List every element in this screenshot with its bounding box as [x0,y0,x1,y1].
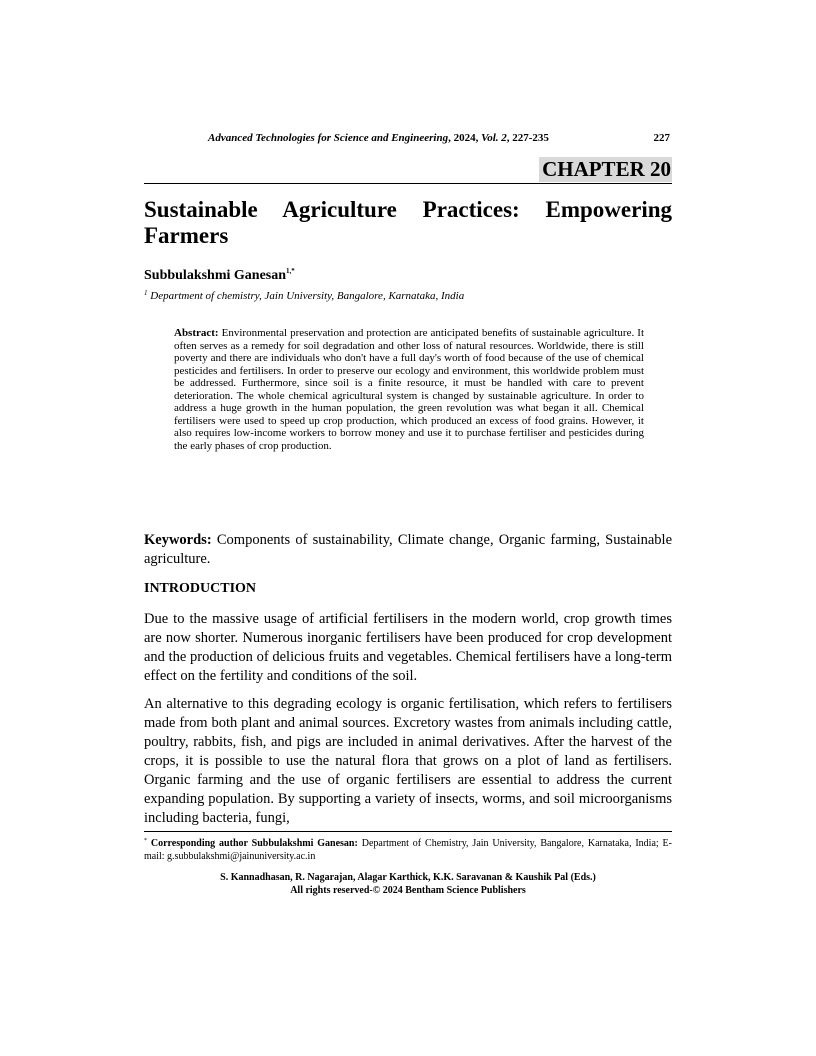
affiliation [144,286,464,304]
affiliation-mark: 1 [144,289,148,297]
author-marks: 1,* [286,267,295,275]
editors-names: S. Kannadhasan, R. Nagarajan, Alagar Karthick, K.K. Saravanan & Kaushik Pal (Eds.) [220,872,596,883]
author-line [144,262,295,285]
abstract-text: Environmental preservation and protection are anticipated benefits of sustainable agriculture. It often serves as a remedy for soil degradation and other loss of natural resources. Worldwide, there is still poverty and there are individuals who don't have a full day's worth of food because of the use of chemical pesticides and fertilisers. In order to preserve our ecology and environment, this worldwide problem must be addressed. Furthermore, since soil is a finite resource, it must be handled with care to prevent deterioration. The whole chemical agricultural system is changed by sustainable agriculture. In order to address a huge growth in the human population, the green revolution was what began it all. Chemical fertilisers were used to speed up crop production, which produced an excess of food grains. However, it also requires low-income workers to borrow money and use it to purchase fertiliser and pesticides during the early phases of crop production. [174,327,644,452]
keywords-label: Keywords: [144,532,212,548]
footnote-mark: * [144,838,147,844]
keywords [144,531,672,569]
journal-citation [208,131,549,145]
copyright-line: All rights reserved-© 2024 Bentham Science Publishers [290,884,526,896]
body-paragraph: Due to the massive usage of artificial fertilisers in the modern world, crop growth times are now shorter. Numerous inorganic fertilisers have been produced for crop development and the production of delicious fruits and vegetables. Chemical fertilisers have a long-term effect on the fertility and conditions of the soil. [144,611,672,684]
page-number: 227 [653,132,670,144]
chapter-label: CHAPTER 20 [539,157,672,182]
footnote-text: Department of Chemistry, Jain University, Bangalore, Karnataka, India; E-mail: g.subbulakshmi@jainuniversity.ac.in [144,838,672,862]
editors-block [144,872,672,897]
keywords-text: Components of sustainability, Climate change, Organic farming, Sustainable agriculture. [144,532,673,567]
journal-pages: , 227-235 [506,132,549,144]
chapter-header [144,157,672,184]
chapter-title: Sustainable Agriculture Practices: Empowering Farmers [144,197,672,248]
footnote [144,835,672,863]
journal-name: Advanced Technologies for Science and Engineering [208,132,449,144]
abstract [174,327,644,452]
section-heading-introduction: INTRODUCTION [144,581,257,596]
affiliation-text: Department of chemistry, Jain University, Bangalore, Karnataka, India [150,290,465,302]
body-paragraph: An alternative to this degrading ecology is organic fertilisation, which refers to fertilisers made from both plant and animal sources. Excretory wastes from animals including cattle, poultry, rabbits, fish, and pigs are included in animal derivatives. After the harvest of the crops, it is possible to use the natural flora that grows on a plot of land as fertilisers. Organic farming and the use of organic fertilisers are essential to address the current expanding population. By supporting a variety of insects, worms, and soil microorganisms including bacteria, fungi, [144,696,672,826]
footnote-label: Corresponding author Subbulakshmi Ganesan: [150,838,358,849]
author-name: Subbulakshmi Ganesan [144,268,287,283]
journal-volume: Vol. 2 [481,132,507,144]
abstract-label: Abstract: [174,327,219,339]
journal-year: , 2024, [448,132,482,144]
footnote-divider [144,831,672,832]
